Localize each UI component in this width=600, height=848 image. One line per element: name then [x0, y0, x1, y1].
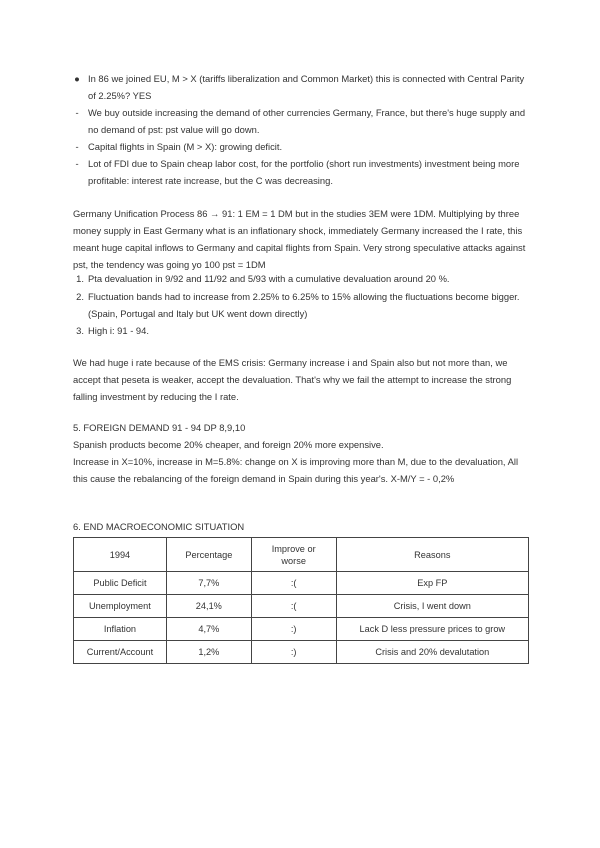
table-row [74, 595, 529, 618]
table-cell: Current/Account [74, 641, 167, 664]
table-cell: :) [251, 641, 336, 664]
table-cell: :( [251, 572, 336, 595]
table-cell: Inflation [74, 618, 167, 641]
header-cell: Improve or worse [251, 538, 336, 572]
table-cell: Unemployment [74, 595, 167, 618]
ems-paragraph: We had huge i rate because of the EMS crisis: Germany increase i and Spain also but not more than, we accept that peseta is weaker, accept the devaluation. That's why we fail the attempt to increase the strong falling investment by reducing the I rate. [73, 357, 512, 402]
table-row [74, 618, 529, 641]
numbered-item-text: Pta devaluation in 9/92 and 11/92 and 5/93 with a cumulative devaluation around 20 %. [88, 273, 450, 284]
table-header-row [74, 538, 529, 572]
list-item-text: In 86 we joined EU, M > X (tariffs liberalization and Common Market) this is connected with Central Parity of 2.25%? YES [88, 73, 525, 101]
table-row [74, 572, 529, 595]
unification-paragraph: Germany Unification Process 86 → 91: 1 EM = 1 DM but in the studies 3EM were 1DM. Multiplying by three money supply in East Germany what is an inflationary shock, immediately Germany increased the I rate, this meant huge capital inflows to Germany and capital flights from Spain. Very strong speculative attacks against pst, the tendency was going yo 100 pst = 1DM [73, 208, 526, 270]
section-5-paragraph: Increase in X=10%, increase in M=5.8%: change on X is improving more than M, due to the devaluation, All this cause the rebalancing of the foreign demand in Spain during this year's. X-M/Y = - 0,2% [73, 456, 519, 484]
table-cell: 7,7% [166, 572, 251, 595]
table-cell: Exp FP [336, 572, 528, 595]
dash-marker: - [75, 158, 79, 169]
list-item-text: Capital flights in Spain (M > X): growing deficit. [88, 141, 283, 152]
numbered-item [76, 322, 528, 339]
table-cell: Crisis, I went down [336, 595, 528, 618]
header-cell: 1994 [74, 538, 167, 572]
dash-marker: - [75, 107, 79, 118]
list-item-text: Lot of FDI due to Spain cheap labor cost, for the portfolio (short run investments) investment being more profitable: interest rate increase, but the C was decreasing. [88, 158, 520, 186]
table-cell: 24,1% [166, 595, 251, 618]
list-item [75, 138, 528, 155]
header-cell: Percentage [166, 538, 251, 572]
list-item-text: We buy outside increasing the demand of other currencies Germany, France, but there's huge supply and no demand of pst: pst value will go down. [88, 107, 526, 135]
table-cell: :( [251, 595, 336, 618]
item-number: 2. [76, 291, 84, 302]
numbered-item [76, 288, 528, 322]
dash-marker: - [75, 141, 79, 152]
macro-table [73, 537, 529, 664]
section-5-line: Spanish products become 20% cheaper, and foreign 20% more expensive. [73, 439, 384, 450]
bullet-marker: ● [74, 73, 80, 84]
numbered-item [76, 270, 528, 287]
section-6-heading: 6. END MACROECONOMIC SITUATION [73, 521, 245, 532]
list-item [75, 104, 528, 138]
numbered-item-text: High i: 91 - 94. [88, 325, 149, 336]
table-cell: :) [251, 618, 336, 641]
table-cell: Public Deficit [74, 572, 167, 595]
table-row [74, 641, 529, 664]
table-cell: Crisis and 20% devalutation [336, 641, 528, 664]
table-cell: Lack D less pressure prices to grow [336, 618, 528, 641]
item-number: 3. [76, 325, 84, 336]
header-cell: Reasons [336, 538, 528, 572]
item-number: 1. [76, 273, 84, 284]
table-cell: 4,7% [166, 618, 251, 641]
table-cell: 1,2% [166, 641, 251, 664]
list-item [74, 70, 528, 104]
numbered-item-text: Fluctuation bands had to increase from 2.25% to 6.25% to 15% allowing the fluctuations become bigger. (Spain, Portugal and Italy but UK went down directly) [88, 291, 520, 319]
section-5-heading: 5. FOREIGN DEMAND 91 - 94 DP 8,9,10 [73, 422, 246, 433]
list-item [75, 155, 528, 189]
